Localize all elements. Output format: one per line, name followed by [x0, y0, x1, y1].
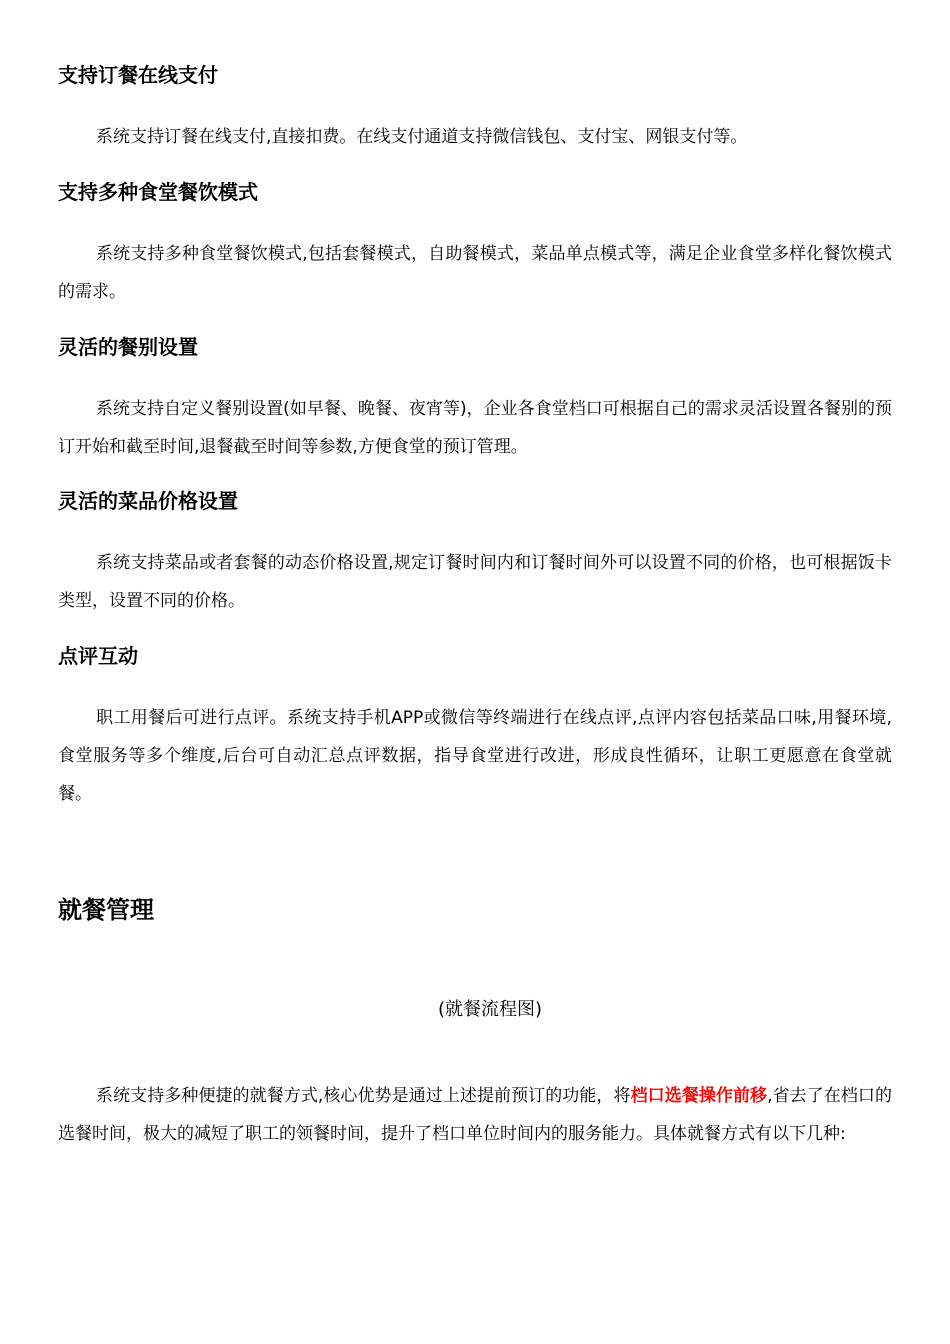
section-body-dining-modes: 系统支持多种食堂餐饮模式,包括套餐模式，自助餐模式，菜品单点模式等，满足企业食堂多样化餐饮模式的需求。: [58, 244, 892, 302]
section-heading-dining-modes: 支持多种食堂餐饮模式: [58, 180, 258, 204]
dining-intro-text-before: 系统支持多种便捷的就餐方式,核心优势是通过上述提前预订的功能，将: [96, 1086, 631, 1106]
dining-intro-paragraph: [58, 1077, 892, 1153]
section-body-online-payment: 系统支持订餐在线支付,直接扣费。在线支付通道支持微信钱包、支付宝、网银支付等。: [96, 127, 748, 147]
dining-intro-highlight: 档口选餐操作前移: [630, 1086, 768, 1106]
section-heading-online-payment: 支持订餐在线支付: [58, 63, 218, 87]
section-heading-meal-settings: 灵活的餐别设置: [58, 335, 198, 359]
dining-management-title: 就餐管理: [58, 896, 154, 924]
section-body-meal-settings: 系统支持自定义餐别设置(如早餐、晚餐、夜宵等)，企业各食堂档口可根据自己的需求灵活设置各餐别的预订开始和截至时间,退餐截至时间等参数,方便食堂的预订管理。: [58, 399, 892, 457]
section-heading-price-settings: 灵活的菜品价格设置: [58, 489, 238, 513]
section-heading-review: 点评互动: [58, 644, 138, 668]
section-body-price-settings: 系统支持菜品或者套餐的动态价格设置,规定订餐时间内和订餐时间外可以设置不同的价格，也可根据饭卡类型，设置不同的价格。: [58, 553, 892, 611]
section-body-review: 职工用餐后可进行点评。系统支持手机APP或微信等终端进行在线点评,点评内容包括菜品口味,用餐环境,食堂服务等多个维度,后台可自动汇总点评数据，指导食堂进行改进，形成良性循环，让职工更愿意在食堂就餐。: [58, 708, 892, 804]
figure-caption: (就餐流程图): [437, 999, 543, 1020]
dining-intro-text-after: ,省去了在档口的选餐时间，极大的减短了职工的领餐时间，提升了档口单位时间内的服务能力。具体就餐方式有以下几种:: [58, 1086, 893, 1144]
